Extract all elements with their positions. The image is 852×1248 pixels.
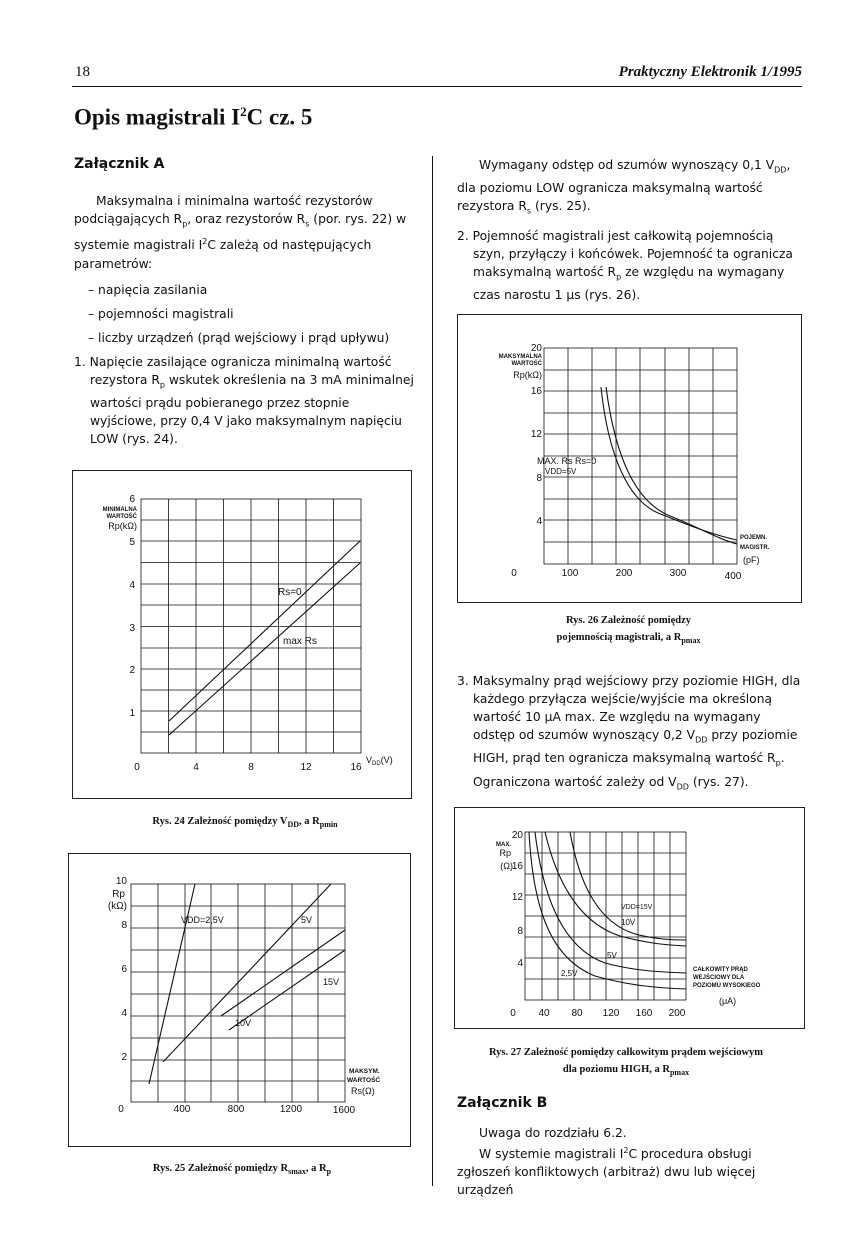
right-column-text-top xyxy=(457,156,803,310)
fig25-grid xyxy=(131,884,345,1102)
fig27-xtick: 40 xyxy=(538,1008,550,1019)
fig25-ytick: 8 xyxy=(121,920,127,931)
fig27-label-2v5: 2,5V xyxy=(561,969,578,978)
fig27-label-5v: 5V xyxy=(607,951,617,960)
fig26-ytick: 4 xyxy=(536,516,542,527)
fig27-xtick: 200 xyxy=(668,1008,686,1019)
fig27-ylabel-line: (Ω) xyxy=(500,861,513,871)
page-title: Opis magistrali $I^2C$ cz. 5 xyxy=(74,104,313,130)
fig27-label-10v: 10V xyxy=(621,918,636,927)
fig26-ylabel-line: MAKSYMALNA xyxy=(498,354,542,360)
figure-26-caption-line: Rys. 26 Zależność pomiędzy xyxy=(565,615,692,626)
section-heading-b: Załącznik B xyxy=(457,1095,548,1111)
fig26-label-vdd: VDD=5V xyxy=(545,467,577,476)
fig24-curve-rs0 xyxy=(169,541,360,721)
section-heading-a: Załącznik A xyxy=(74,156,165,172)
figure-27-chart xyxy=(455,808,804,1028)
fig24-ylabel-line: Rp(kΩ) xyxy=(108,521,137,531)
figure-26-caption-line: pojemnością magistrali, a $R_{pmax}$ xyxy=(556,632,701,646)
fig25-label-10v: 10V xyxy=(235,1018,252,1028)
fig24-xtick: 0 xyxy=(134,762,140,773)
numbered-item-2: 2. Pojemność magistrali jest całkowitą pojemnością szyn, przyłączy i końcówek. Pojemność ta ogranicza maksymalną wartość $R_p$ ze względu na wymagany czas narostu 1 μs (rys. 26). xyxy=(457,228,793,303)
fig25-curve-10v xyxy=(221,930,345,1016)
journal-name: Praktyczny Elektronik 1/1995 xyxy=(618,64,802,80)
fig24-ytick: 6 xyxy=(129,494,135,505)
fig26-ylabel-line: Rp(kΩ) xyxy=(513,370,542,380)
figure-27-caption-line: Rys. 27 Zależność pomiędzy całkowitym prądem wejściowym xyxy=(488,1047,764,1058)
fig25-xlabel-line: MAKSYM. xyxy=(349,1068,380,1075)
fig27-label-15v: VDD=15V xyxy=(621,904,653,911)
fig25-ylabel-line: Rp xyxy=(112,889,125,900)
figure-24-frame xyxy=(72,470,412,799)
fig27-curve-10v xyxy=(545,832,686,946)
fig24-xlabel: $V_{DD}(V)$ xyxy=(366,755,393,767)
fig25-xlabel-line: WARTOŚĆ xyxy=(347,1077,381,1084)
figure-25-frame xyxy=(68,853,411,1147)
bullet-item: – liczby urządzeń (prąd wejściowy i prąd upływu) xyxy=(88,330,390,345)
rs-paragraph: Wymagany odstęp od szumów wynoszący 0,1 $V_{DD}$, dla poziomu LOW ogranicza maksymalną wartość rezystora $R_s$ (rys. 25). xyxy=(457,158,791,216)
fig26-xlabel-line: MAGISTR. xyxy=(740,545,770,551)
fig27-xtick: 160 xyxy=(635,1008,653,1019)
fig24-label-maxrs: max Rs xyxy=(283,636,317,647)
fig25-label-5v: 5V xyxy=(301,915,313,925)
figure-25-chart xyxy=(69,854,410,1146)
fig27-ytick: 8 xyxy=(517,926,523,937)
figure-25-caption: Rys. 25 Zależność pomiędzy $R_{smax}$, a $R_p$ xyxy=(152,1163,332,1177)
fig26-xlabel-line: POJEMN. xyxy=(740,535,768,541)
fig25-ytick: 10 xyxy=(115,876,127,887)
fig26-xtick: 100 xyxy=(561,568,579,579)
b-paragraph-1: Uwaga do rozdziału 6.2. xyxy=(479,1126,627,1140)
fig26-xtick: 200 xyxy=(615,568,633,579)
fig27-ytick: 4 xyxy=(517,958,523,969)
fig24-ytick: 2 xyxy=(129,665,135,676)
figure-27-caption-line: dla poziomu HIGH, a $R_{pmax}$ xyxy=(562,1064,690,1078)
fig25-label-2v5: VDD=2,5V xyxy=(181,915,224,925)
figure-26-frame xyxy=(457,314,802,603)
fig24-ytick: 4 xyxy=(129,580,135,591)
fig25-curve-2v5 xyxy=(149,884,195,1084)
numbered-item-3: 3. Maksymalny prąd wejściowy przy poziomie HIGH, dla każdego przyłącza wejście/wyjście ma określoną wartość 10 μA max. Ze względu na wymagany odstęp od szumów wynoszący 0,2 $V_{DD}$ przy poziomie HIGH, prąd ten ogranicza maksymalną wartość $R_p$. Ograniczona wartość zależy od $V_{DD}$ (rys. 27). xyxy=(457,674,801,792)
fig27-xtick: 0 xyxy=(510,1008,516,1019)
fig26-xlabel-line: (pF) xyxy=(743,555,760,565)
fig25-curve-5v xyxy=(163,884,331,1062)
fig25-ytick: 4 xyxy=(121,1008,127,1019)
fig25-ylabel-line: (kΩ) xyxy=(107,901,127,912)
numbered-item-1: 1. Napięcie zasilające ogranicza minimalną wartość rezystora $R_p$ wskutek określenia na 3 mA minimalnej wartości prądu pobieranego przez stopnie wyjściowe, przy 0,4 V jako maksymalnym napięciu LOW (rys. 24). xyxy=(74,354,414,446)
fig25-xtick: 400 xyxy=(173,1104,191,1115)
fig25-label-15v: 15V xyxy=(323,977,340,987)
b-paragraph-2: W systemie magistrali $I^2C$ procedura obsługi zgłoszeń konfliktowych (arbitraż) dwu lub więcej urządzeń xyxy=(457,1146,756,1198)
fig25-xtick: 1200 xyxy=(279,1104,303,1115)
fig25-xtick: 800 xyxy=(227,1104,245,1115)
fig27-ytick: 20 xyxy=(511,830,523,841)
fig27-xlabel-line: CAŁKOWITY PRĄD xyxy=(693,967,748,973)
fig26-curve-rs0 xyxy=(606,387,737,544)
fig27-xtick: 80 xyxy=(571,1008,583,1019)
page-number: 18 xyxy=(75,64,90,80)
column-divider xyxy=(432,156,433,1186)
fig27-xtick: 120 xyxy=(602,1008,620,1019)
bullet-item: – napięcia zasilania xyxy=(88,282,208,297)
figure-27-caption xyxy=(440,1044,812,1081)
bullet-item: – pojemności magistrali xyxy=(88,306,234,321)
fig26-ytick: 20 xyxy=(530,343,542,354)
fig24-ytick: 5 xyxy=(129,537,135,548)
intro-paragraph: Maksymalna i minimalna wartość rezystorów podciągających $R_p$, oraz rezystorów $R_s$ (por. rys. 22) w systemie magistrali $I^2C$ zależą od następujących parametrów: xyxy=(74,194,407,271)
figure-24-chart xyxy=(73,471,411,798)
figure-26-chart xyxy=(458,315,801,602)
figure-27-frame xyxy=(454,807,805,1029)
fig27-ytick: 12 xyxy=(511,892,523,903)
header-rule xyxy=(72,86,802,87)
fig24-curve-maxrs xyxy=(169,563,360,735)
fig27-curve-2v5 xyxy=(529,832,686,989)
fig24-ylabel-line: MINIMALNA xyxy=(102,507,137,513)
fig27-ylabel-line: MAX. xyxy=(496,842,511,848)
fig24-xtick: 12 xyxy=(300,762,312,773)
left-column-text xyxy=(74,192,416,454)
fig27-xlabel-line: (μA) xyxy=(719,996,737,1006)
fig24-label-rs0: Rs=0 xyxy=(278,587,302,598)
fig25-xtick: 0 xyxy=(118,1104,124,1115)
fig24-ytick: 3 xyxy=(129,623,135,634)
fig26-ytick: 16 xyxy=(530,386,542,397)
figure-26-caption xyxy=(457,612,800,649)
fig26-curve-maxrs xyxy=(601,387,737,540)
fig25-ytick: 2 xyxy=(121,1052,127,1063)
fig26-label-maxrs: MAX. Rs xyxy=(537,456,573,466)
fig24-ytick: 1 xyxy=(129,708,135,719)
fig26-xtick: 0 xyxy=(511,568,517,579)
fig27-xlabel-line: POZIOMU WYSOKIEGO xyxy=(693,983,761,989)
right-column-text-mid xyxy=(457,672,803,802)
fig25-xtick: 1600 xyxy=(332,1105,356,1116)
right-column-text-bottom xyxy=(457,1124,803,1199)
fig24-xticks xyxy=(134,762,362,773)
fig26-xtick: 400 xyxy=(724,571,742,582)
fig25-xlabel-line: Rs(Ω) xyxy=(351,1086,375,1096)
fig26-ytick: 12 xyxy=(530,429,542,440)
figure-24-caption: Rys. 24 Zależność pomiędzy $V_{DD}$, a $R_{pmin}$ xyxy=(152,816,338,830)
fig24-grid xyxy=(141,499,361,753)
fig27-ylabel-line: Rp xyxy=(499,848,511,858)
fig27-ytick: 16 xyxy=(511,861,523,872)
fig26-ylabel-line: WARTOŚĆ xyxy=(511,361,542,367)
fig24-xtick: 16 xyxy=(350,762,362,773)
fig26-label-rs0: Rs=0 xyxy=(575,456,597,466)
fig25-ytick: 6 xyxy=(121,964,127,975)
fig24-xtick: 4 xyxy=(193,762,199,773)
fig24-ylabel-line: WARTOŚĆ xyxy=(106,514,137,520)
fig27-xlabel-line: WEJŚCIOWY DLA xyxy=(693,975,745,981)
fig26-xtick: 300 xyxy=(669,568,687,579)
fig26-ytick: 8 xyxy=(536,473,542,484)
fig24-xtick: 8 xyxy=(248,762,254,773)
